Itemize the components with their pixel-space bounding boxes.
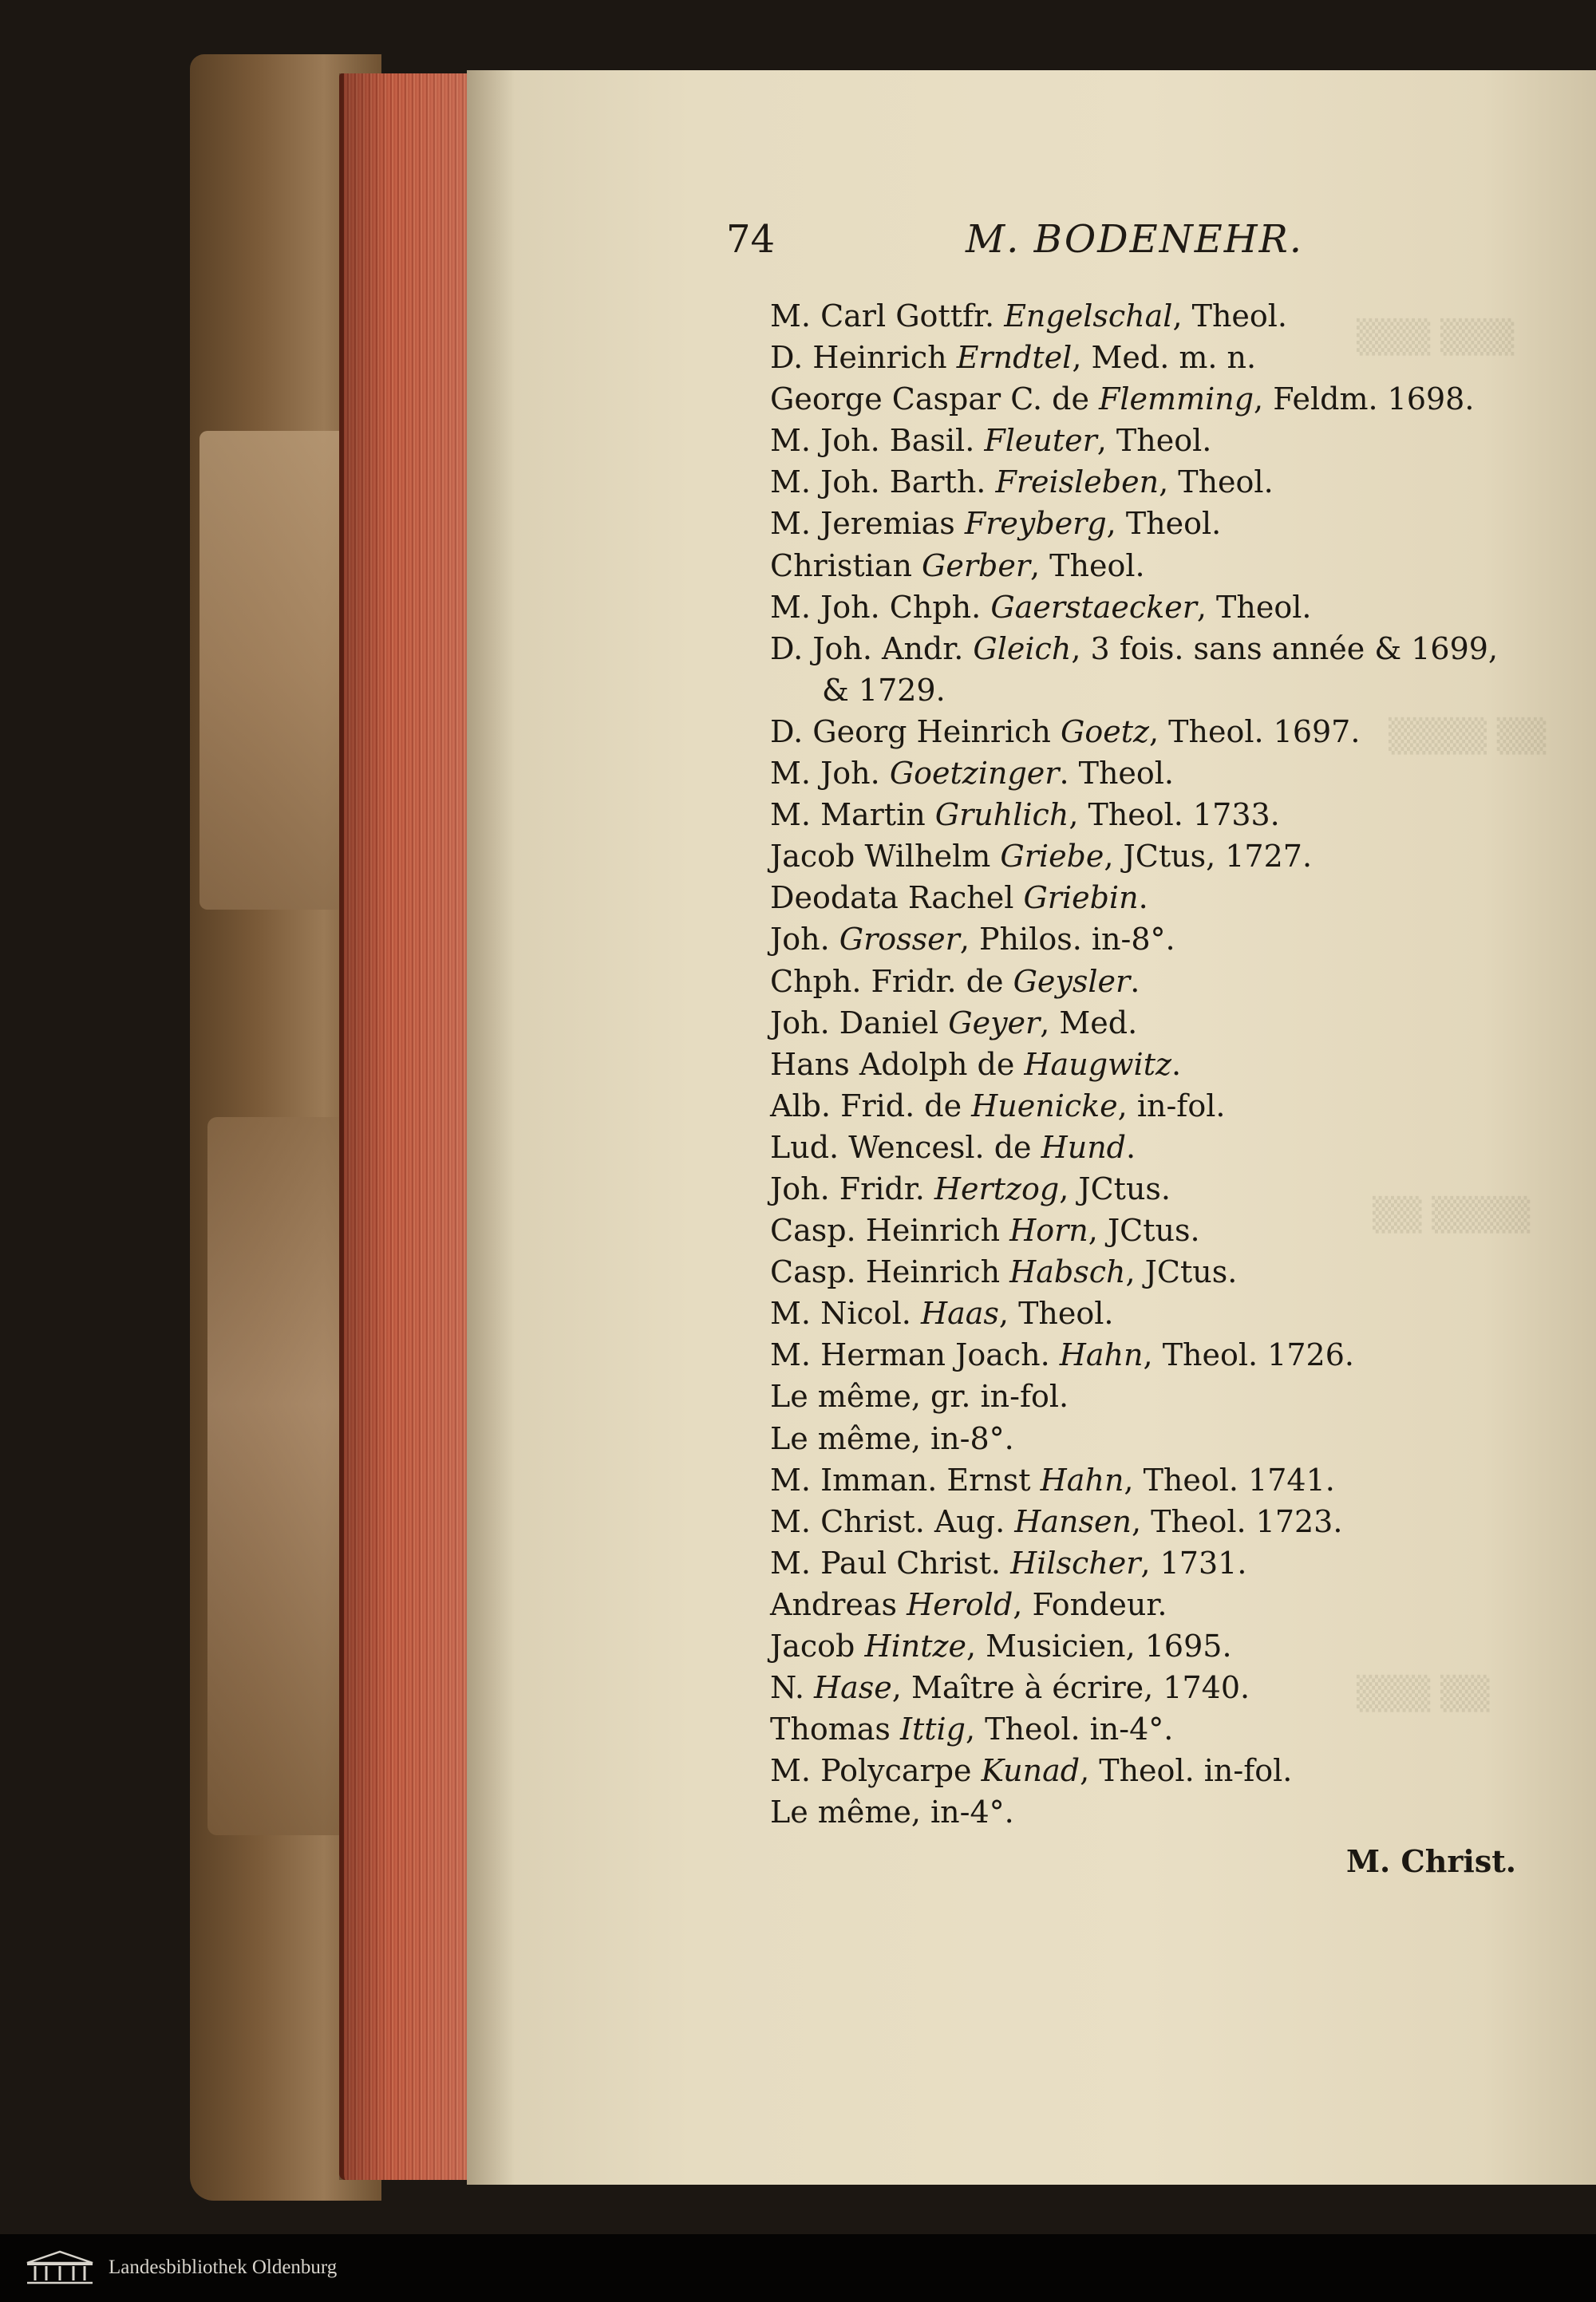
catalog-entry	[770, 461, 1576, 503]
entry-surname: Hahn	[1059, 1337, 1144, 1373]
catalog-entry	[770, 628, 1576, 669]
entry-surname: Kunad	[981, 1753, 1080, 1789]
entry-surname: Griebe	[1000, 839, 1104, 875]
catalog-entry	[770, 545, 1576, 586]
catalog-entry	[770, 1293, 1576, 1334]
catalog-entry	[770, 961, 1576, 1002]
catalog-entry	[770, 877, 1576, 918]
entry-prefix: M. Joh. Chph.	[770, 589, 991, 625]
entry-prefix: D. Joh. Andr.	[770, 630, 974, 666]
entry-prefix: M. Polycarpe	[770, 1753, 982, 1789]
entry-prefix: Le même, in-8°.	[770, 1420, 1014, 1456]
entry-details: , JCtus, 1727.	[1104, 839, 1313, 875]
catalog-entry	[770, 1251, 1576, 1293]
entry-prefix: Le même, in-4°.	[770, 1795, 1014, 1830]
catalog-entry	[770, 337, 1576, 378]
entry-surname: Herold	[907, 1586, 1013, 1622]
catalog-entry	[770, 1501, 1576, 1542]
entry-surname: Hund	[1041, 1129, 1127, 1165]
entry-prefix: Hans Adolph de	[770, 1046, 1025, 1082]
page-number: 74	[726, 217, 776, 262]
entry-prefix: Jacob	[770, 1629, 865, 1664]
entry-prefix: Andreas	[770, 1586, 907, 1622]
catalog-entry	[770, 1044, 1576, 1085]
catalog-entry	[770, 1334, 1576, 1376]
entry-prefix: M. Carl Gottfr.	[770, 298, 1005, 334]
entry-details: , Theol. 1741.	[1124, 1462, 1335, 1498]
entry-prefix: N.	[770, 1670, 814, 1706]
entry-details: , Theol.	[1030, 547, 1145, 583]
entry-surname: Hase	[813, 1670, 892, 1706]
catalog-entry	[770, 1625, 1576, 1667]
catalog-entry	[770, 295, 1576, 337]
entry-prefix: M. Martin	[770, 797, 935, 833]
entry-details: , Musicien, 1695.	[966, 1629, 1232, 1664]
catalog-entry	[770, 1584, 1576, 1625]
catalog-entry	[770, 1542, 1576, 1584]
library-credit: Landesbibliothek Oldenburg	[109, 2257, 338, 2278]
entry-prefix: & 1729.	[822, 672, 946, 708]
entry-surname: Ittig	[899, 1712, 966, 1747]
entry-details: , Med.	[1040, 1005, 1138, 1040]
entry-prefix: Joh.	[770, 922, 839, 958]
entry-details: , Theol. 1723.	[1132, 1503, 1343, 1539]
entry-details: , 3 fois. sans année & 1699,	[1071, 630, 1499, 666]
entry-prefix: Alb. Frid. de	[770, 1088, 972, 1123]
entry-surname: Hertzog	[934, 1171, 1060, 1206]
entry-details: , Theol. 1697.	[1148, 713, 1361, 749]
entry-prefix: Jacob Wilhelm	[770, 839, 1001, 875]
catalog-entry	[770, 794, 1576, 835]
entry-details: , JCtus.	[1059, 1171, 1171, 1206]
entry-details: .	[1171, 1046, 1182, 1082]
entry-surname: Fleuter	[984, 423, 1097, 459]
entry-prefix: Thomas	[770, 1712, 900, 1747]
entry-prefix: M. Joh. Barth.	[770, 464, 996, 500]
entry-details: , 1731.	[1140, 1545, 1247, 1581]
entry-surname: Haas	[920, 1296, 999, 1332]
entry-surname: Grosser	[839, 922, 960, 958]
entry-prefix: Lud. Wencesl. de	[770, 1129, 1041, 1165]
entry-surname: Habsch	[1009, 1254, 1126, 1290]
catalog-entry	[770, 1085, 1576, 1127]
catalog-entry	[770, 1210, 1576, 1251]
entry-surname: Freisleben	[995, 464, 1159, 500]
entry-surname: Haugwitz	[1024, 1046, 1171, 1082]
catalog-entry	[770, 1418, 1576, 1459]
entry-surname: Hilscher	[1010, 1545, 1141, 1581]
entry-prefix: M. Imman. Ernst	[770, 1462, 1041, 1498]
entry-prefix: Casp. Heinrich	[770, 1213, 1010, 1249]
entry-details: , Theol. 1733.	[1069, 797, 1280, 833]
entry-details: , Theol.	[1096, 423, 1212, 459]
entry-prefix: M. Christ. Aug.	[770, 1503, 1015, 1539]
entry-surname: Goetzinger	[889, 756, 1060, 792]
entry-details: , in-fol.	[1117, 1088, 1226, 1123]
entry-details: .	[1138, 880, 1148, 916]
entry-details: , Philos. in-8°.	[959, 922, 1175, 958]
entry-details: , Theol.	[1106, 506, 1222, 542]
catalog-entry	[770, 1750, 1576, 1791]
entry-surname: Gerber	[922, 547, 1030, 583]
entry-details: , Feldm. 1698.	[1254, 381, 1475, 417]
footer-bar	[0, 2234, 1596, 2302]
catalog-entry	[770, 669, 1576, 711]
entry-details: .	[1130, 963, 1140, 999]
catalog-entry	[770, 752, 1576, 794]
entry-details: , Theol.	[998, 1296, 1114, 1332]
entry-details: , Theol.	[1159, 464, 1274, 500]
entry-details: , Theol. in-4°.	[966, 1712, 1174, 1747]
catalog-entry	[770, 1459, 1576, 1501]
entry-prefix: M. Herman Joach.	[770, 1337, 1060, 1373]
entry-prefix: Christian	[770, 547, 922, 583]
entry-prefix: M. Jeremias	[770, 506, 965, 542]
page-gutter-shadow	[467, 70, 515, 2185]
catchword: M. Christ.	[1345, 1843, 1516, 1879]
entry-surname: Geyer	[948, 1005, 1041, 1040]
catalog-entry	[770, 1667, 1576, 1708]
catalog-entry	[770, 1791, 1576, 1833]
entry-surname: Geysler	[1013, 963, 1131, 999]
entry-surname: Erndtel	[956, 340, 1073, 376]
entry-details: , Theol.	[1172, 298, 1288, 334]
entry-prefix: Le même, gr. in-fol.	[770, 1379, 1069, 1415]
entry-prefix: George Caspar C. de	[770, 381, 1100, 417]
entry-details: , Theol. in-fol.	[1080, 1753, 1293, 1789]
entry-surname: Hansen	[1014, 1503, 1132, 1539]
catalog-entry	[770, 1708, 1576, 1750]
entry-prefix: D. Heinrich	[770, 340, 957, 376]
catalog-entry	[770, 918, 1576, 960]
entry-surname: Hahn	[1040, 1462, 1124, 1498]
catalog-entry	[770, 1127, 1576, 1168]
entry-details: , Theol. 1726.	[1143, 1337, 1354, 1373]
catalog-entry	[770, 1168, 1576, 1210]
running-head: M. BODENEHR.	[966, 217, 1303, 262]
entry-surname: Engelschal	[1004, 298, 1173, 334]
entry-surname: Horn	[1009, 1213, 1088, 1249]
entry-details: , Fondeur.	[1013, 1586, 1167, 1622]
cover-wear-patch	[200, 431, 359, 910]
entry-prefix: Chph. Fridr. de	[770, 963, 1013, 999]
entry-prefix: Casp. Heinrich	[770, 1254, 1010, 1290]
catalog-entry	[770, 1376, 1576, 1417]
entry-prefix: Deodata Rachel	[770, 880, 1024, 916]
entry-details: , Theol.	[1196, 589, 1312, 625]
entry-details: , JCtus.	[1088, 1213, 1200, 1249]
catalog-entry	[770, 378, 1576, 420]
entry-surname: Huenicke	[971, 1088, 1118, 1123]
entry-surname: Hintze	[864, 1629, 966, 1664]
entry-prefix: M. Paul Christ.	[770, 1545, 1011, 1581]
entry-surname: Gruhlich	[934, 797, 1069, 833]
page-edge-shading	[339, 73, 467, 2180]
entry-prefix: D. Georg Heinrich	[770, 713, 1061, 749]
catalog-entry	[770, 420, 1576, 461]
catalog-entry	[770, 835, 1576, 877]
catalog-entry	[770, 503, 1576, 544]
entry-details: .	[1126, 1129, 1136, 1165]
catalog-entry	[770, 586, 1576, 628]
entry-surname: Griebin	[1023, 880, 1139, 916]
entry-surname: Gaerstaecker	[990, 589, 1197, 625]
catalog-entry	[770, 1002, 1576, 1044]
entry-details: , JCtus.	[1125, 1254, 1238, 1290]
cover-wear-patch-lower	[207, 1117, 351, 1835]
entry-details: , Med. m. n.	[1072, 340, 1257, 376]
entry-details: . Theol.	[1059, 756, 1175, 792]
entry-prefix: M. Nicol.	[770, 1296, 921, 1332]
page-header	[726, 217, 1303, 262]
entry-prefix: Joh. Daniel	[770, 1005, 949, 1040]
entry-details: , Maître à écrire, 1740.	[891, 1670, 1250, 1706]
entry-prefix: Joh. Fridr.	[770, 1171, 934, 1206]
entry-surname: Goetz	[1060, 713, 1149, 749]
entry-surname: Gleich	[973, 630, 1072, 666]
catalog-entry	[770, 711, 1576, 752]
entry-surname: Flemming	[1099, 381, 1254, 417]
entry-prefix: M. Joh. Basil.	[770, 423, 985, 459]
library-building-icon	[24, 2249, 96, 2287]
entry-surname: Freyberg	[964, 506, 1107, 542]
entry-prefix: M. Joh.	[770, 756, 890, 792]
entry-list	[770, 295, 1576, 1833]
